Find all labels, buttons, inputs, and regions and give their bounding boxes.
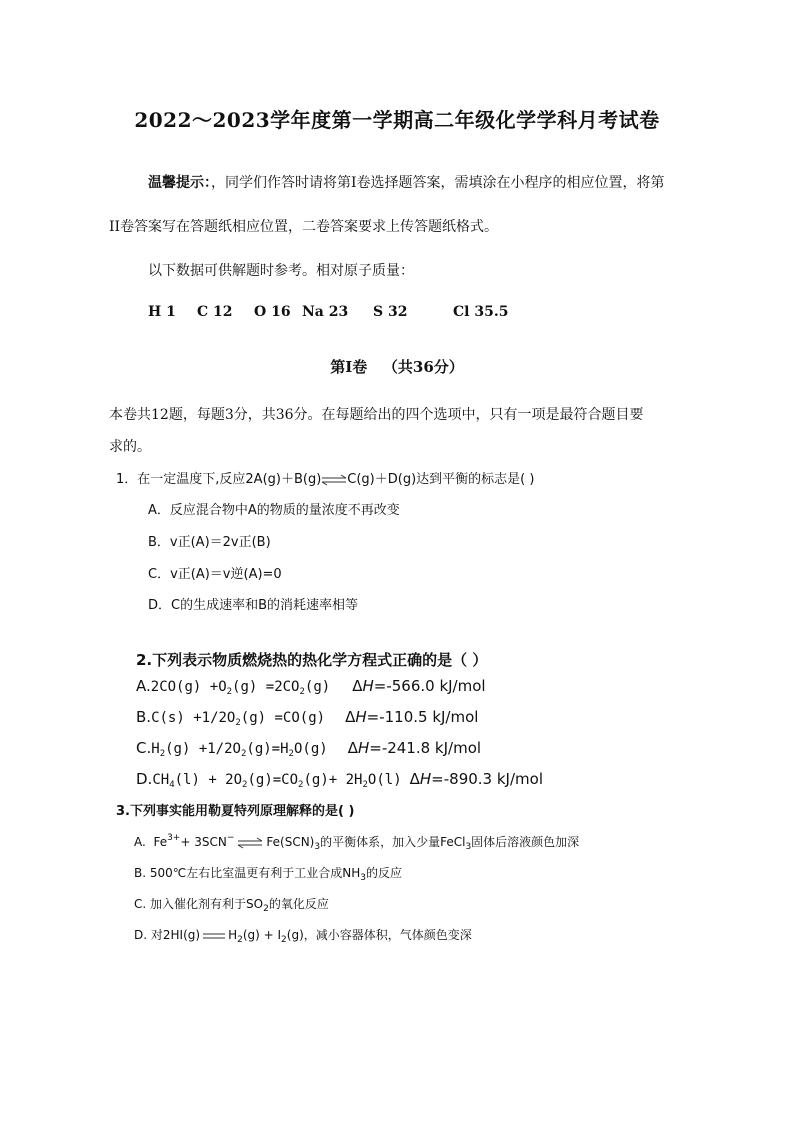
tip-label: 温馨提示： [148, 175, 211, 191]
atomic-mass-h: H 1 [148, 304, 176, 320]
q1-option-d: D．C的生成速率和B的消耗速率相等 [148, 598, 359, 613]
atomic-mass-s: S 32 [373, 304, 408, 320]
q1-option-a: A．反应混合物中A的物质的量浓度不再改变 [148, 503, 400, 518]
equilibrium-arrow-icon [202, 930, 226, 942]
q3-option-d: D. 对2HI(g) $H_2(g) + I_2(g)$，减小容器体积，气体颜色变深 [134, 928, 472, 945]
exam-title: 2022～2023学年度第一学期高二年级化学学科月考试卷 [134, 108, 660, 132]
tip-line-2: II卷答案写在答题纸相应位置，二卷答案要求上传答题纸格式。 [109, 219, 499, 235]
q3-stem: 3.下列事实能用勒夏特列原理解释的是( ) [116, 804, 355, 819]
q2-option-d: $D.CH_4(l) + 2O_2(g)=CO_2(g)+ 2H_2O(l)$ ΔH=-890.3 kJ/mol [136, 770, 543, 790]
atomic-mass-cl: Cl 35.5 [453, 304, 509, 320]
equilibrium-arrow-icon [237, 837, 263, 849]
q1-stem: 1．在一定温度下,反应2A(g)＋B(g) C(g)＋D(g)达到平衡的标志是( ) [116, 472, 535, 487]
q3-option-a: A. $Fe^{3+}+ 3SCN^-$ $Fe(SCN)_3$的平衡体系，加入少量FeCl$_3$固体后溶液颜色加深 [134, 833, 580, 852]
tip-text-1: ，同学们作答时请将第Ⅰ卷选择题答案，需填涂在小程序的相应位置，将第 [211, 175, 665, 191]
q2-stem: 2.下列表示物质燃烧热的热化学方程式正确的是（ ） [136, 651, 488, 669]
section-instructions-2: 求的。 [109, 439, 151, 455]
tip-line-1 [148, 172, 665, 192]
equilibrium-arrow-icon [321, 474, 347, 486]
atomic-intro: 以下数据可供解题时参考。相对原子质量： [148, 263, 414, 279]
q1-option-c: C．v正(A)＝v逆(A)=0 [148, 567, 282, 582]
atomic-mass-na: Na 23 [302, 304, 349, 320]
q3-option-b: B. 500℃左右比室温更有利于工业合成$NH_3$的反应 [134, 866, 402, 883]
q2-option-b: $B.C(s) +1/2O_2(g) =CO(g)$ ΔH=-110.5 kJ/mol [136, 708, 479, 728]
q2-option-a: $A.2CO(g) +O_2(g) =2CO_2(g)$ ΔH=-566.0 kJ/mol [136, 677, 486, 697]
q3-option-c: C. 加入催化剂有利于$SO_2$的氧化反应 [134, 897, 329, 914]
atomic-mass-c: C 12 [197, 304, 233, 320]
section-heading: 第Ⅰ卷 （共36分） [330, 358, 464, 376]
q2-option-c: $C.H_2(g) +1/2O_2(g)=H_2O(g)$ ΔH=-241.8 kJ/mol [136, 739, 482, 759]
section-instructions-1: 本卷共12题，每题3分，共36分。在每题给出的四个选项中，只有一项是最符合题目要 [109, 407, 644, 423]
q1-option-b: B．v正(A)＝2v正(B) [148, 535, 271, 550]
atomic-mass-o: O 16 [254, 304, 291, 320]
